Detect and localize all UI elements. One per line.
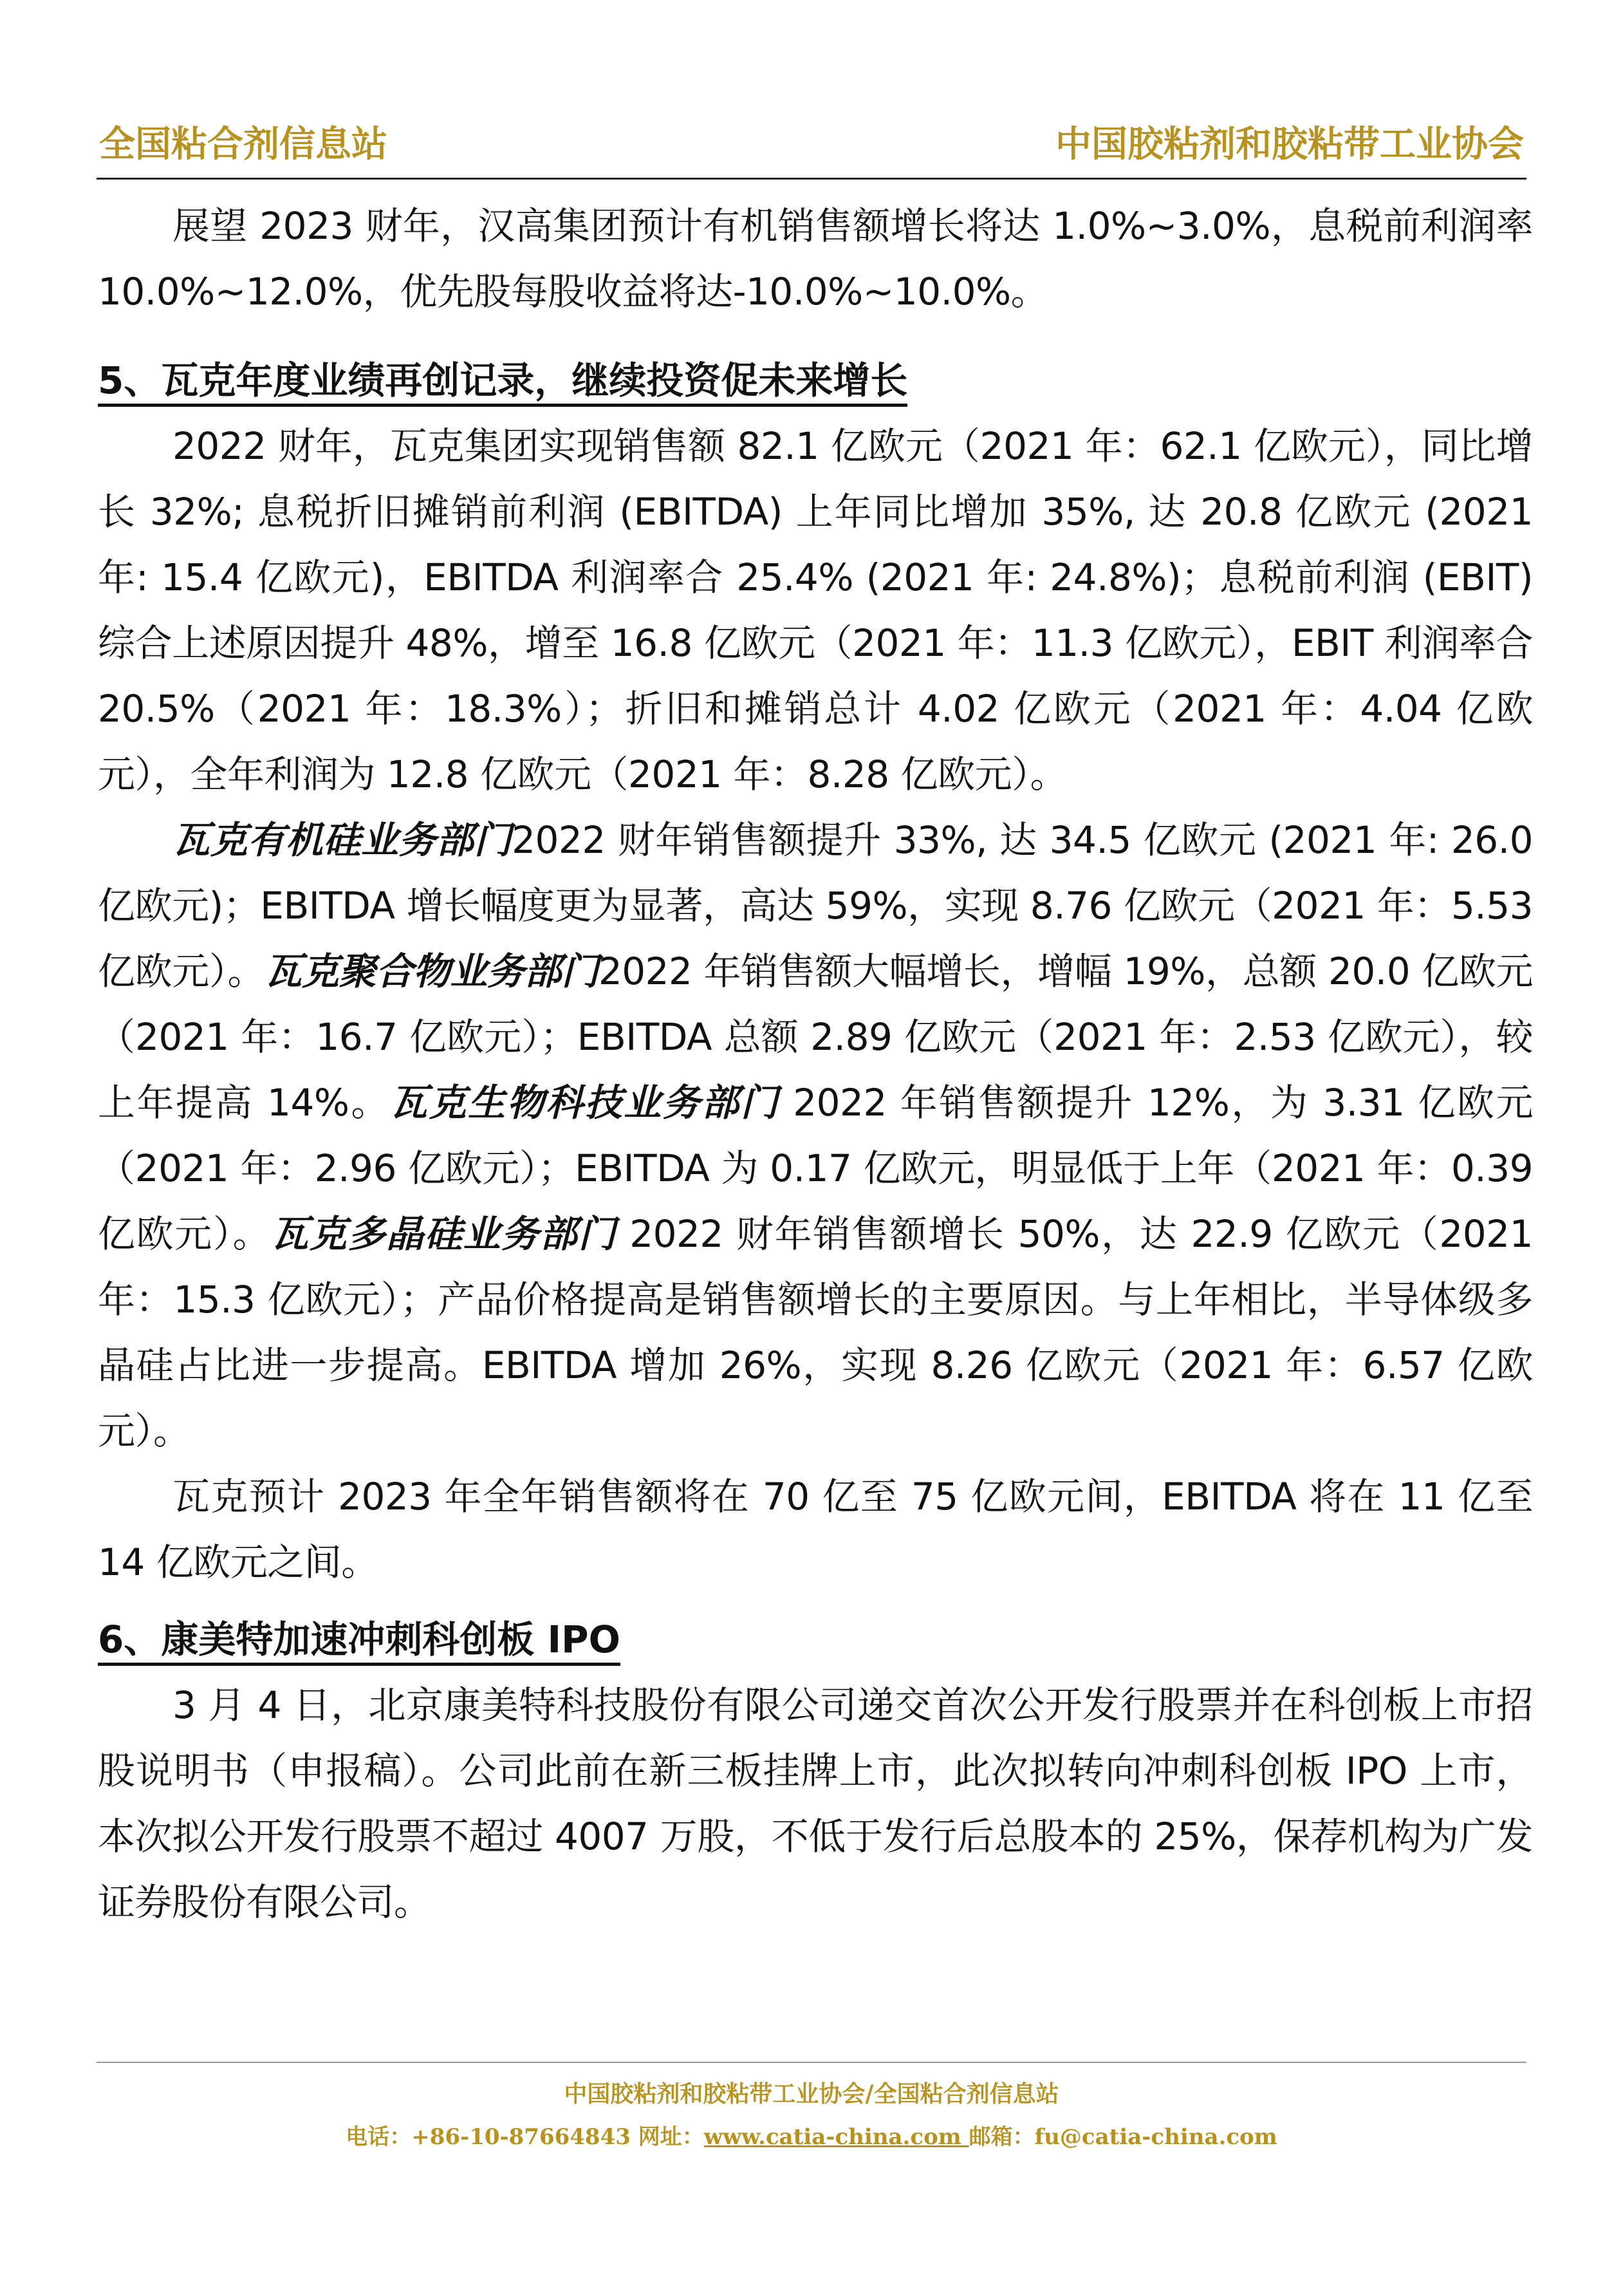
- header-association-name: 中国胶粘剂和胶粘带工业协会: [1055, 123, 1524, 165]
- division-biosolutions-text: 2022 年销售额提升 12%，为 3.31 亿欧元（2021 年：2.96 亿欧元）；EBITDA 为 0.17 亿欧元，明显低于上年（2021 年：0.39 亿欧元）。: [98, 1081, 1534, 1256]
- footer-organization: 中国胶粘剂和胶粘带工业协会/全国粘合剂信息站: [564, 2080, 1059, 2107]
- article-body: [98, 193, 1533, 1935]
- footer-website-link[interactable]: www.catia-china.com: [703, 2124, 969, 2150]
- paragraph-kangmeite-ipo: 3 月 4 日，北京康美特科技股份有限公司递交首次公开发行股票并在科创板上市招股说明书（申报稿）。公司此前在新三板挂牌上市，此次拟转向冲刺科创板 IPO 上市，本次拟公开发行股票不超过 4007 万股，不低于发行后总股本的 25%，保荐机构为广发证券股份有限公司。: [98, 1683, 1533, 1924]
- header-divider: [97, 178, 1526, 180]
- footer-tel: 电话：+86-10-87664843 网址：: [346, 2124, 704, 2150]
- paragraph-wacker-outlook: 瓦克预计 2023 年全年销售额将在 70 亿至 75 亿欧元间，EBITDA 将在 11 亿至 14 亿欧元之间。: [98, 1475, 1533, 1584]
- paragraph-wacker-results: 2022 财年，瓦克集团实现销售额 82.1 亿欧元（2021 年：62.1 亿欧元），同比增长 32%; 息税折旧摊销前利润 (EBITDA) 上年同比增加 35%, 达 20.8 亿欧元 (2021 年: 15.4 亿欧元)，EBITDA 利润率合 25.4% (2021 年: 24.8%)；息税前利润 (EBIT) 综合上述原因提升 48%，增至 16.8 亿欧元（2021 年：11.3 亿欧元），EBIT 利润率合 20.5%（2021 年：18.3%）；折旧和摊销总计 4.02 亿欧元（2021 年：4.04 亿欧元），全年利润为 12.8 亿欧元（2021 年：8.28 亿欧元）。: [98, 424, 1533, 796]
- division-polysilicon-label: 瓦克多晶硅业务部门: [271, 1212, 617, 1256]
- section-heading-5: [98, 348, 1533, 413]
- page-header: [97, 109, 1526, 174]
- division-polymers-text: 2022 年销售额大幅增长，增幅 19%，总额 20.0 亿欧元（2021 年：16.7 亿欧元）；EBITDA 总额 2.89 亿欧元（2021 年：2.53 亿欧元），较上年提高 14%。: [98, 949, 1533, 1125]
- division-silicones-text: 2022 财年销售额提升 33%, 达 34.5 亿欧元 (2021 年: 26.0 亿欧元)；EBITDA 增长幅度更为显著，高达 59%，实现 8.76 亿欧元（2021 年：5.53 亿欧元）。: [98, 818, 1533, 993]
- division-silicones-label: 瓦克有机硅业务部门: [172, 818, 512, 862]
- section-heading-6-text: 6、康美特加速冲刺科创板 IPO: [98, 1618, 620, 1666]
- paragraph-wacker-divisions: [98, 807, 1533, 1464]
- division-polymers-label: 瓦克聚合物业务部门: [264, 949, 598, 993]
- section-heading-6: [98, 1607, 1533, 1672]
- paragraph-henkel-outlook: 展望 2023 财年，汉高集团预计有机销售额增长将达 1.0%~3.0%，息税前利润率 10.0%~12.0%，优先股每股收益将达-10.0%~10.0%。: [98, 204, 1533, 313]
- section-heading-5-text: 5、瓦克年度业绩再创记录，继续投资促未来增长: [98, 359, 907, 407]
- footer-contact: [0, 2119, 1623, 2151]
- division-biosolutions-label: 瓦克生物科技业务部门: [390, 1081, 780, 1125]
- footer-divider: [97, 2062, 1526, 2063]
- footer-email: 邮箱：fu@catia-china.com: [969, 2124, 1277, 2150]
- division-polysilicon-text: 2022 财年销售额增长 50%，达 22.9 亿欧元（2021 年：15.3 亿欧元）；产品价格提高是销售额增长的主要原因。与上年相比，半导体级多晶硅占比进一步提高。EBITDA 增加 26%，实现 8.26 亿欧元（2021 年：6.57 亿欧元）。: [98, 1212, 1533, 1453]
- header-site-name: 全国粘合剂信息站: [99, 123, 387, 165]
